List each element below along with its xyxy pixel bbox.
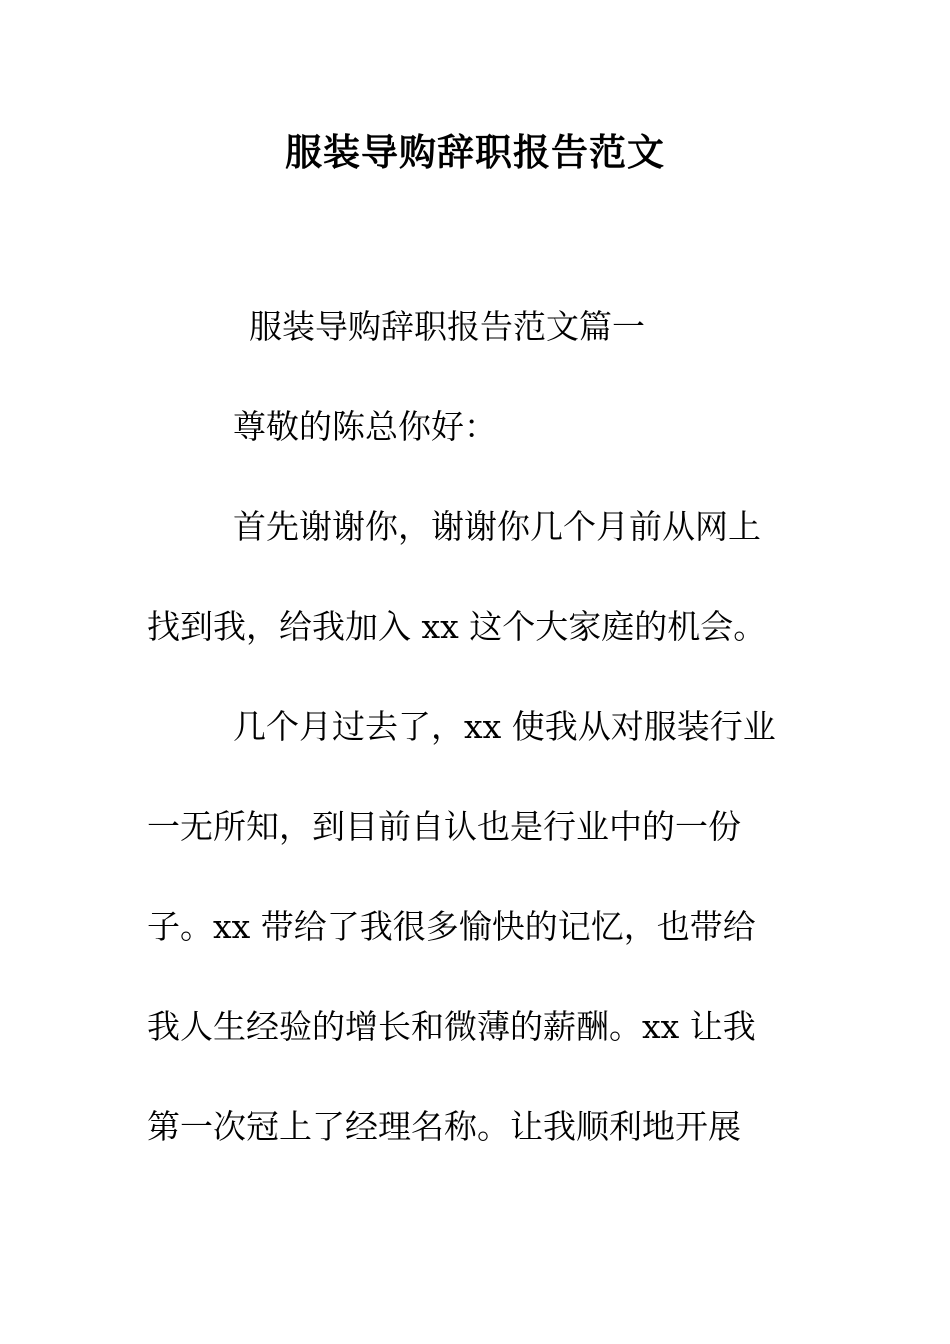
document-title: 服装导购辞职报告范文 [285, 130, 665, 174]
body-line: 第一次冠上了经理名称。让我顺利地开展 [147, 1107, 741, 1146]
body-line: 找到我，给我加入 xx 这个大家庭的机会。 [147, 607, 767, 646]
section-heading: 服装导购辞职报告范文篇一 [249, 307, 645, 346]
body-line: 一无所知，到目前自认也是行业中的一份 [147, 807, 741, 846]
body-line: 子。xx 带给了我很多愉快的记忆，也带给 [147, 907, 756, 946]
salutation: 尊敬的陈总你好： [233, 407, 497, 446]
body-line: 首先谢谢你，谢谢你几个月前从网上 [233, 507, 761, 546]
body-line: 我人生经验的增长和微薄的薪酬。xx 让我 [147, 1007, 756, 1046]
body-line: 几个月过去了，xx 使我从对服装行业 [233, 707, 776, 746]
